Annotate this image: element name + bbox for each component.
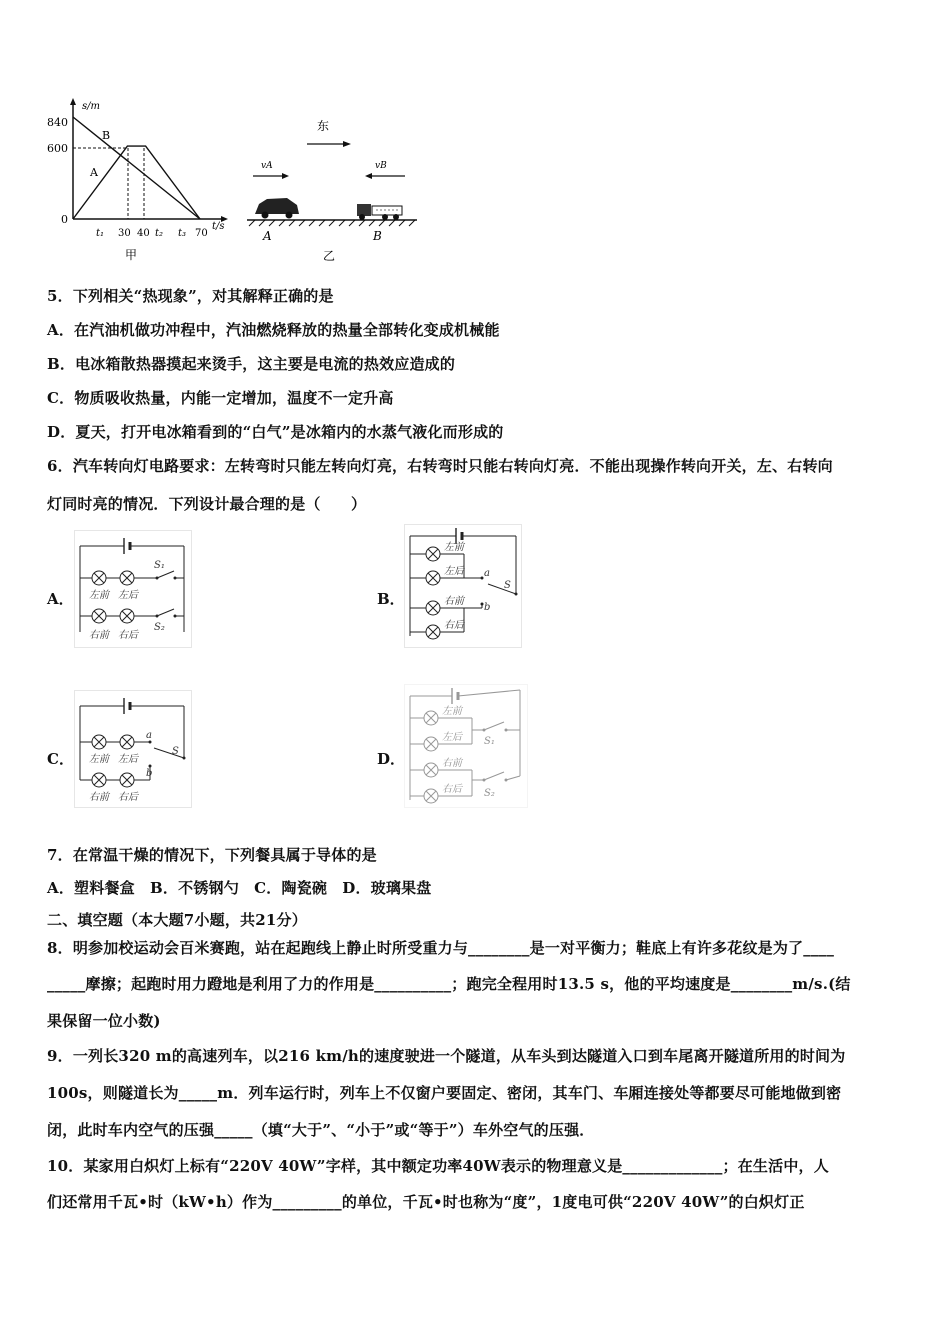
lamp-icon: [424, 737, 438, 751]
q9-line1: 9．一列长320 m的高速列车，以216 km/h的速度驶进一个隧道，从车头到达隧道入口到车尾离开隧道所用的时间为: [47, 1047, 846, 1065]
x-tick-t2: t₂: [155, 228, 164, 239]
lamp-icon: [92, 773, 106, 787]
lamp-icon: [92, 609, 106, 623]
lamp-icon: [120, 773, 134, 787]
velocity-a-arrow-icon: [282, 173, 289, 179]
line-a: [73, 146, 200, 219]
switch-icon: [481, 577, 518, 596]
x-axis-label: t/s: [212, 221, 225, 232]
lamp-icon: [424, 711, 438, 725]
lamp-icon: [424, 789, 438, 803]
x-tick-30: 30: [118, 228, 131, 239]
q6-option-c-label: C．: [47, 750, 74, 768]
switch-label: S₂: [484, 788, 495, 799]
east-arrow-icon: [343, 141, 351, 147]
x-tick-70: 70: [195, 228, 208, 239]
q5-option-a: A．在汽油机做功冲程中，汽油燃烧释放的热量全部转化变成机械能: [47, 321, 500, 339]
contact-label: b: [146, 768, 153, 779]
caption-yi: 乙: [323, 249, 336, 263]
lamp-icon: [120, 609, 134, 623]
contact-label: a: [484, 568, 490, 579]
lamp-icon: [426, 625, 440, 639]
q9-line3: 闭，此时车内空气的压强_____（填“大于”、“小于”或“等于”）车外空气的压强．: [47, 1121, 595, 1139]
q6-option-d-label: D．: [377, 750, 406, 768]
q5-option-d: D．夏天，打开电冰箱看到的“白气”是冰箱内的水蒸气液化而形成的: [47, 423, 504, 441]
x-tick-t1: t₁: [96, 228, 105, 239]
line-label-a: A: [90, 166, 98, 179]
lamp-label: 右后: [444, 620, 464, 631]
lamp-label: 右前: [442, 758, 462, 769]
car-a-label: A: [263, 229, 272, 243]
lamp-label: 左后: [444, 566, 464, 577]
car-a-icon: [255, 198, 299, 219]
graph-jia: [40, 95, 235, 265]
scene-yi: [245, 110, 425, 265]
x-tick-40: 40: [137, 228, 150, 239]
switch-icon: [483, 772, 508, 782]
contact-label: b: [484, 602, 491, 613]
q5-option-c: C．物质吸收热量，内能一定增加，温度不一定升高: [47, 389, 394, 407]
switch-icon: [156, 609, 177, 618]
lamp-label: 左前: [444, 542, 464, 553]
contact-label: a: [146, 730, 152, 741]
switch-label: S₁: [154, 560, 165, 571]
q6-stem-line1: 6．汽车转向灯电路要求：左转弯时只能左转向灯亮，右转弯时只能右转向灯亮．不能出现操作转向开关，左、右转向: [47, 457, 833, 475]
lamp-label: 右前: [89, 792, 109, 803]
lamp-label: 左前: [89, 590, 109, 601]
q8-line3: 果保留一位小数): [47, 1012, 161, 1030]
switch-icon: [156, 571, 177, 580]
q5-option-b: B．电冰箱散热器摸起来烫手，这主要是电流的热效应造成的: [47, 355, 456, 373]
lamp-label: 左前: [442, 706, 462, 717]
switch-label: S: [172, 746, 179, 757]
lamp-icon: [426, 571, 440, 585]
lamp-icon: [120, 735, 134, 749]
q7-stem: 7．在常温干燥的情况下，下列餐具属于导体的是: [47, 846, 377, 864]
lamp-label: 左后: [118, 754, 138, 765]
q9-line2: 100s，则隧道长为_____m．列车运行时，列车上不仅窗户要固定、密闭，其车门、车厢连接处等都要尽可能地做到密: [47, 1084, 842, 1102]
lamp-label: 左后: [442, 732, 462, 743]
q8-line1: 8．明参加校运动会百米赛跑，站在起跑线上静止时所受重力与________是一对平衡力；鞋底上有许多花纹是为了____: [47, 939, 835, 957]
x-tick-t3: t₃: [178, 228, 187, 239]
q6-option-b-label: B．: [377, 590, 405, 608]
lamp-icon: [426, 547, 440, 561]
lamp-icon: [424, 763, 438, 777]
lamp-icon: [426, 601, 440, 615]
switch-label: S₁: [484, 736, 495, 747]
lamp-label: 右前: [89, 630, 109, 641]
y-tick-840: 840: [47, 116, 68, 129]
lamp-label: 左后: [118, 590, 138, 601]
lamp-label: 右后: [442, 784, 462, 795]
lamp-icon: [92, 735, 106, 749]
lamp-label: 左前: [89, 754, 109, 765]
circuit-d: [404, 684, 528, 808]
lamp-label: 右后: [118, 630, 138, 641]
direction-label: 东: [317, 119, 330, 133]
lamp-icon: [120, 571, 134, 585]
q6-option-a-label: A．: [47, 590, 74, 608]
velocity-a: vA: [261, 161, 273, 171]
y-axis-label: s/m: [82, 101, 100, 112]
switch-icon: [483, 722, 508, 732]
car-b-label: B: [373, 229, 382, 243]
y-tick-600: 600: [47, 142, 68, 155]
y-tick-0: 0: [61, 213, 68, 226]
switch-icon: [154, 748, 186, 760]
q10-line2: 们还常用千瓦•时（kW•h）作为_________的单位，千瓦•时也称为“度”，1度电可供“220V 40W”的白炽灯正: [47, 1193, 805, 1211]
circuit-a: [74, 530, 192, 648]
q6-stem-line2: 灯同时亮的情况．下列设计最合理的是（ ）: [47, 495, 367, 513]
q10-line1: 10．某家用白炽灯上标有“220V 40W”字样，其中额定功率40W表示的物理意义是_____________；在生活中，人: [47, 1157, 829, 1175]
caption-jia: 甲: [125, 248, 138, 262]
truck-b-icon: [357, 204, 402, 220]
q8-line2: _____摩擦；起跑时用力蹬地是利用了力的作用是__________；跑完全程用时13.5 s，他的平均速度是________m/s.(结: [47, 975, 851, 993]
section-title: 二、填空题（本大题7小题，共21分）: [47, 911, 307, 929]
switch-label: S₂: [154, 622, 165, 633]
q7-options: A．塑料餐盒 B．不锈钢勺 C．陶瓷碗 D．玻璃果盘: [47, 879, 432, 897]
switch-label: S: [504, 580, 511, 591]
velocity-b: vB: [375, 161, 387, 171]
velocity-b-arrow-icon: [365, 173, 372, 179]
lamp-label: 右前: [444, 596, 464, 607]
lamp-icon: [92, 571, 106, 585]
q5-stem: 5．下列相关“热现象”，对其解释正确的是: [47, 287, 334, 305]
circuit-b: [404, 524, 522, 648]
line-label-b: B: [102, 129, 111, 142]
circuit-c: [74, 690, 192, 808]
lamp-label: 右后: [118, 792, 138, 803]
